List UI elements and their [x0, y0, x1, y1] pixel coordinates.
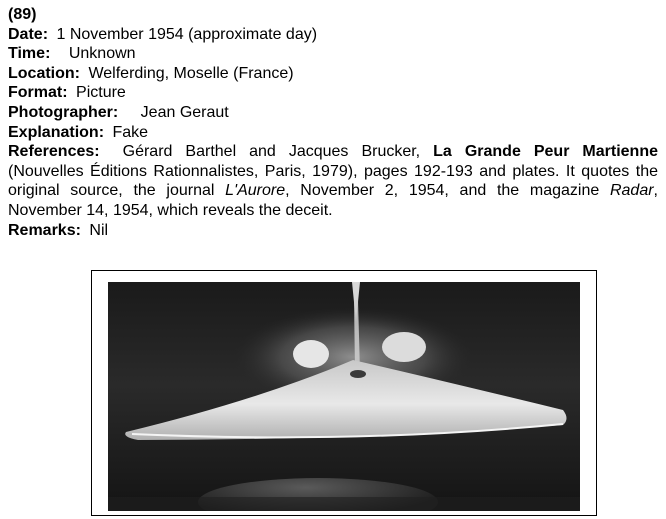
date-separator: :: [42, 25, 49, 43]
time-value: Unknown: [68, 45, 136, 63]
references-separator: :: [94, 143, 100, 161]
ufo-photograph: [108, 282, 580, 511]
explanation-row: [8, 123, 658, 143]
location-value: Welferding, Moselle (France): [88, 64, 294, 82]
photographer-label: Photographer: [8, 103, 113, 121]
remarks-separator: :: [75, 221, 81, 239]
format-label: Format: [8, 84, 63, 102]
references-publication: (Nouvelles Éditions Rationnalistes, Paris, 1979), pages 192-193 and plates. It quotes the original source, the journal: [8, 162, 658, 200]
location-label: Location: [8, 64, 75, 82]
explanation-label: Explanation: [8, 123, 99, 141]
right-porthole: [382, 332, 426, 362]
format-row: [8, 83, 658, 103]
location-separator: :: [74, 64, 80, 82]
format-separator: :: [62, 84, 68, 102]
center-hub: [350, 370, 366, 378]
date-value: 1 November 1954 (approximate day): [56, 25, 318, 43]
explanation-value: Fake: [112, 123, 149, 141]
date-row: [8, 25, 658, 45]
photographer-value: Jean Geraut: [140, 103, 229, 121]
references-magazine: Radar: [609, 182, 654, 200]
photographer-row: [8, 103, 658, 123]
explanation-separator: :: [98, 123, 105, 141]
time-label: Time: [8, 45, 46, 63]
references-label: References: [8, 143, 95, 161]
remarks-row: [8, 221, 658, 241]
references-journal: L'Aurore: [225, 182, 286, 200]
left-porthole: [293, 340, 329, 368]
photo-frame: [91, 270, 597, 516]
time-row: [8, 44, 658, 64]
photo-bottom-band: [108, 497, 580, 511]
record-text: [8, 5, 658, 240]
references-book-title: La Grande Peur Martienne: [433, 143, 658, 161]
format-value: Picture: [76, 84, 126, 102]
references-row: [8, 142, 658, 220]
references-journal-date: , November 2, 1954, and the magazine: [285, 182, 600, 200]
remarks-label: Remarks: [8, 221, 76, 239]
photographer-separator: :: [112, 103, 119, 121]
time-separator: :: [45, 45, 51, 63]
date-label: Date: [8, 25, 43, 43]
remarks-value: Nil: [89, 221, 109, 239]
references-authors: Gérard Barthel and Jacques Brucker,: [122, 143, 421, 161]
entry-number: (89): [8, 6, 37, 23]
location-row: [8, 64, 658, 84]
references-magazine-date: , November 14, 1954, which reveals the deceit.: [8, 182, 658, 219]
